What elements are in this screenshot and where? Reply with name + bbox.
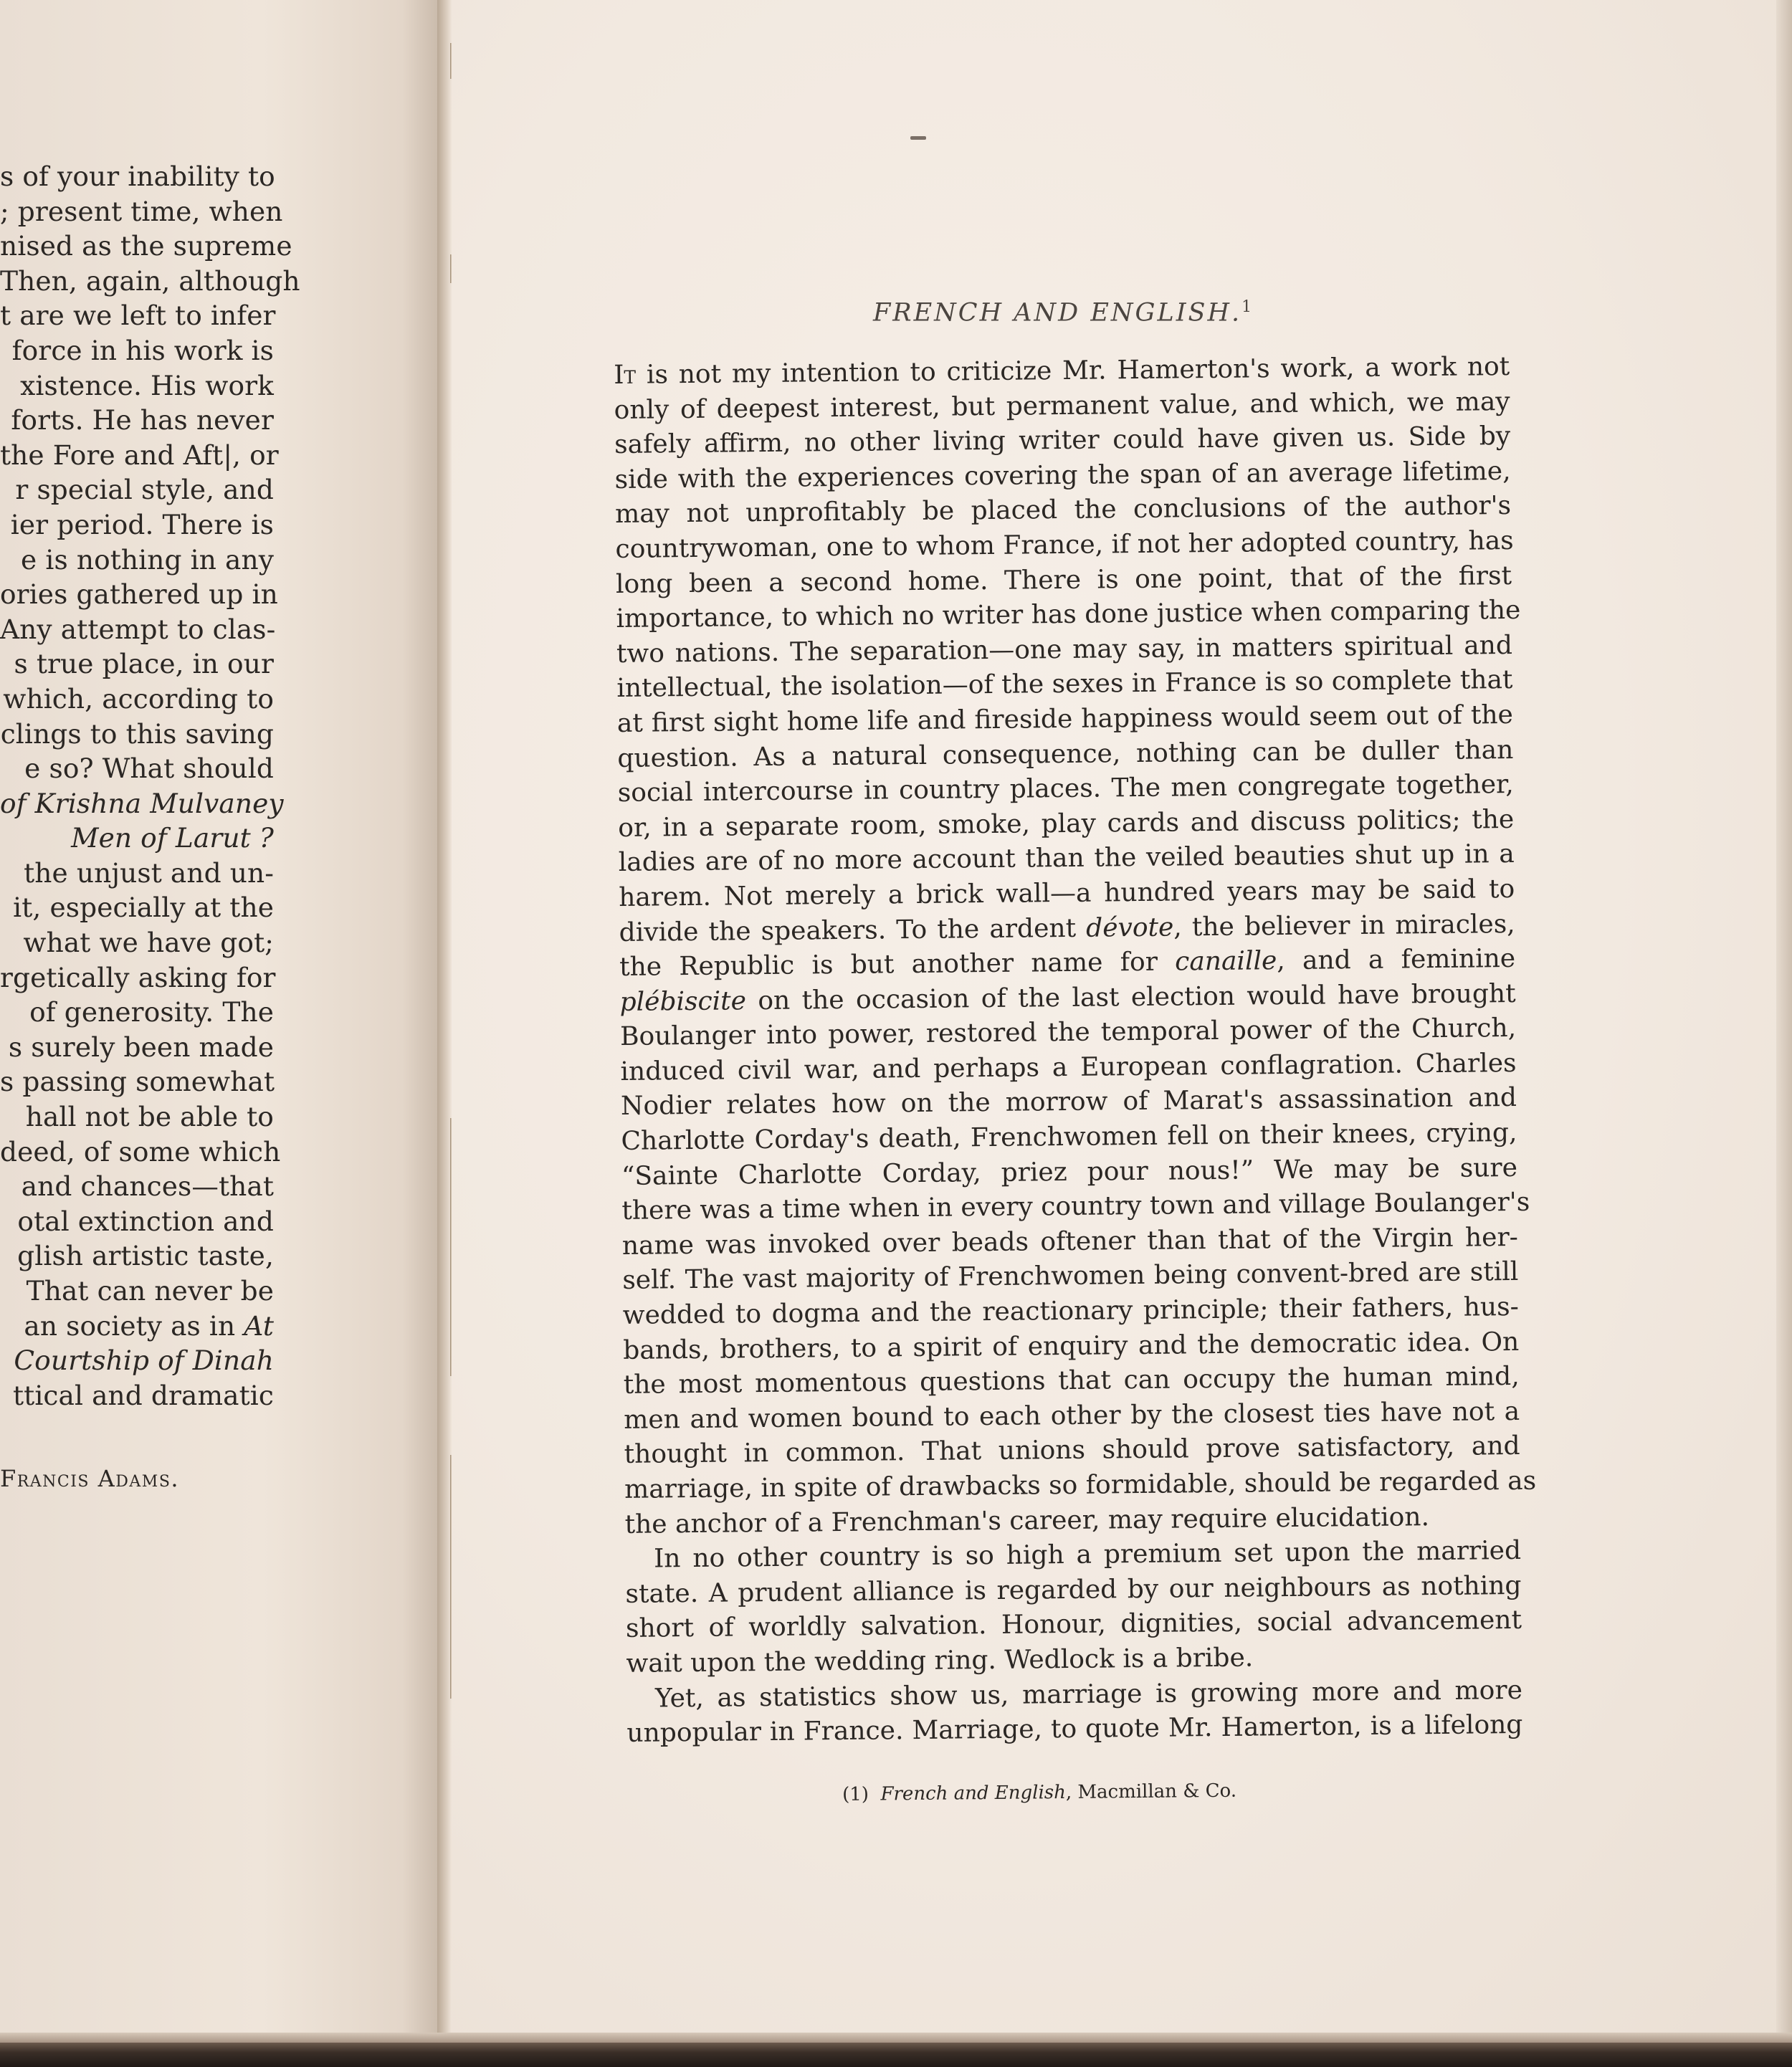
article-paragraph: [625, 1534, 1522, 1681]
italic-text: plébiscite: [619, 985, 747, 1017]
left-page-line: s passing somewhat: [0, 1066, 275, 1098]
book-gutter: [437, 0, 452, 2043]
left-page-line: deed, of some which: [0, 1135, 281, 1168]
article-line: question. As a natural consequence, nothing can be duller than: [617, 735, 1514, 773]
article-line: men and women bound to each other by the closest ties have not a: [624, 1396, 1520, 1435]
left-page-line: of generosity. The: [29, 996, 274, 1028]
article-line: long been a second home. There is one point, that of the first: [615, 560, 1512, 599]
left-page-line: force in his work is: [11, 334, 274, 366]
left-page-line: what we have got;: [23, 927, 274, 959]
article-line: marriage, in spite of drawbacks so formidable, should be regarded as: [624, 1466, 1537, 1504]
page-bottom-edge: [0, 2033, 1792, 2043]
italic-text: Men of Larut ?: [71, 822, 274, 854]
article-line: there was a time when in every country town and village Boulanger's: [621, 1188, 1530, 1226]
article-line: name was invoked over beads oftener than that of the Virgin her-: [621, 1222, 1519, 1261]
article-line: safely affirm, no other living writer could have given us. Side by: [614, 421, 1511, 460]
left-page-line: e is nothing in any: [21, 543, 274, 576]
left-page-line: otal extinction and: [17, 1205, 274, 1237]
article-paragraph: [626, 1673, 1523, 1751]
article-title: [873, 298, 1252, 328]
left-page-line: clings to this saving: [0, 717, 274, 750]
title-footnote-mark: 1: [1241, 298, 1252, 316]
left-page-line: nised as the supreme: [0, 230, 292, 262]
article-line: side with the experiences covering the span of an average lifetime,: [614, 456, 1511, 495]
article-line: importance, to which no writer has done justice when comparing the: [616, 596, 1521, 634]
italic-text: At: [244, 1309, 274, 1342]
left-page-line: Then, again, although: [0, 264, 300, 297]
italic-text: Courtship of Dinah: [14, 1345, 274, 1377]
article-line: at first sight home life and fireside happiness would seem out of the: [616, 700, 1514, 738]
article-line: thought in common. That unions should prove satisfactory, and: [624, 1431, 1520, 1470]
article-body: [614, 350, 1537, 1752]
article-line: unpopular in France. Marriage, to quote Mr. Hamerton, is a lifelong: [626, 1710, 1523, 1749]
article-line: ladies are of no more account than the veiled beauties shut up in a: [618, 839, 1515, 878]
article-line: Charlotte Corday's death, Frenchwomen fell on their knees, crying,: [621, 1118, 1517, 1157]
left-page-line: ; present time, when: [0, 195, 283, 227]
left-page-line: e so? What should: [24, 753, 274, 785]
left-page-line: r special style, and: [15, 474, 274, 506]
article-line: short of worldly salvation. Honour, dignities, social advancement: [625, 1605, 1522, 1644]
right-page-edge: [1776, 0, 1792, 2043]
small-caps-text: It: [614, 360, 637, 390]
left-page-line: ier period. There is: [10, 508, 274, 540]
left-page-line: an society as in At: [24, 1309, 274, 1342]
footnote: [842, 1780, 1236, 1805]
article-line: wait upon the wedding ring. Wedlock is a bribe.: [626, 1643, 1254, 1679]
article-line: Nodier relates how on the morrow of Marat's assassination and: [620, 1083, 1517, 1122]
article-line: intellectual, the isolation—of the sexes in France is so complete that: [616, 665, 1513, 704]
left-page-line: the unjust and un-: [24, 856, 274, 889]
article-line: wedded to dogma and the reactionary principle; their fathers, hus-: [622, 1292, 1519, 1330]
footnote-title: French and English: [880, 1782, 1067, 1805]
article-line: the most momentous questions that can occupy the human mind,: [623, 1362, 1520, 1400]
article-line: only of deepest interest, but permanent value, and which, we may: [614, 386, 1510, 425]
footnote-publisher: , Macmillan & Co.: [1065, 1780, 1237, 1804]
article-line: countrywoman, one to whom France, if not her adopted country, has: [615, 525, 1514, 564]
italic-text: canaille: [1174, 946, 1277, 977]
left-page-text-column: [0, 159, 300, 1413]
article-line: or, in a separate room, smoke, play cards and discuss politics; the: [618, 804, 1515, 843]
left-page-line: forts. He has never: [11, 404, 274, 436]
left-page-line: s surely been made: [8, 1031, 274, 1063]
article-line: may not unprofitably be placed the conclusions of the author's: [614, 491, 1512, 530]
article-line: divide the speakers. To the ardent dévote, the believer in miracles,: [619, 909, 1515, 947]
page-mark: [910, 136, 926, 140]
article-line: state. A prudent alliance is regarded by our neighbours as nothing: [625, 1570, 1522, 1609]
left-page: [0, 0, 437, 2043]
left-page-line: [0, 821, 274, 856]
article-line: It is not my intention to criticize Mr. Hamerton's work, a work not: [614, 352, 1510, 390]
italic-text: dévote: [1085, 912, 1174, 943]
left-page-line: which, according to: [3, 682, 274, 715]
article-line: the Republic is but another name for canaille, and a feminine: [619, 944, 1516, 983]
article-line: Boulanger into power, restored the temporal power of the Church,: [619, 1013, 1517, 1052]
article-line: social intercourse in country places. The men congregate together,: [617, 770, 1514, 808]
left-page-line: and chances—that: [21, 1170, 274, 1203]
article-line: the anchor of a Frenchman's career, may require elucidation.: [624, 1502, 1430, 1539]
left-page-line: xistence. His work: [20, 369, 274, 401]
article-line: bands, brothers, to a spirit of enquiry and the democratic idea. On: [623, 1327, 1520, 1365]
article-line: In no other country is so high a premium set upon the married: [653, 1536, 1522, 1574]
article-line: self. The vast majority of Frenchwomen being convent-bred are still: [622, 1257, 1519, 1296]
left-page-line: t are we left to infer: [0, 300, 276, 332]
left-page-line: rgetically asking for: [0, 961, 276, 993]
article-line: induced civil war, and perhaps a European conflagration. Charles: [620, 1048, 1517, 1087]
left-page-line: glish artistic taste,: [17, 1240, 274, 1272]
italic-text: of Krishna Mulvaney: [0, 787, 284, 819]
footnote-marker: (1): [842, 1783, 869, 1805]
left-page-line: Any attempt to clas-: [0, 613, 276, 645]
left-page-signature: Francis Adams.: [0, 1465, 180, 1492]
left-page-line: s true place, in our: [14, 648, 274, 680]
article-title-text: FRENCH AND ENGLISH.: [873, 298, 1242, 328]
left-page-line: hall not be able to: [25, 1101, 274, 1133]
left-page-line: it, especially at the: [13, 892, 274, 924]
left-page-line: ories gathered up in: [0, 578, 278, 611]
left-page-line: [0, 786, 284, 821]
left-page-line: That can never be: [26, 1275, 274, 1307]
article-line: two nations. The separation—one may say, in matters spiritual and: [616, 630, 1513, 669]
article-line: harem. Not merely a brick wall—a hundred years may be said to: [619, 874, 1515, 912]
article-paragraph: [614, 350, 1537, 1542]
left-page-line: s of your inability to: [0, 161, 275, 192]
left-page-line: ttical and dramatic: [12, 1379, 274, 1411]
left-page-line: [0, 1343, 274, 1378]
left-page-line: the Fore and Aft|, or: [0, 439, 279, 471]
table-surface: [0, 2043, 1792, 2067]
article-line: Yet, as statistics show us, marriage is growing more and more: [654, 1675, 1523, 1714]
article-line: “Sainte Charlotte Corday, priez pour nous!” We may be sure: [621, 1152, 1518, 1191]
article-line: plébiscite on the occasion of the last election would have brought: [619, 978, 1516, 1017]
